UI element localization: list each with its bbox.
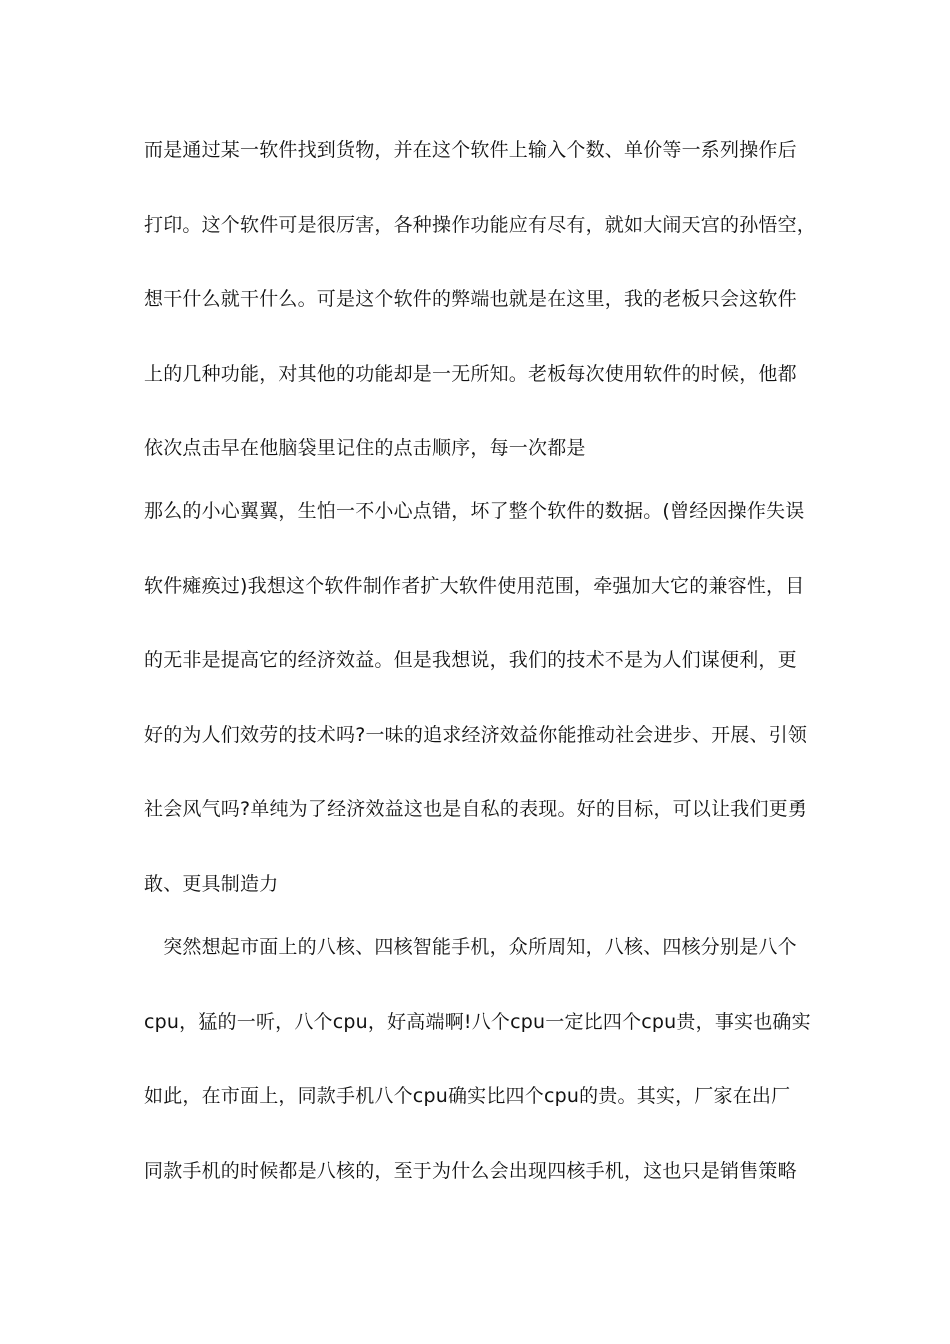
text-line: 打印。这个软件可是很厉害，各种操作功能应有尽有，就如大闹天宫的孙悟空，: [144, 214, 817, 236]
text-line: 敢、更具制造力: [144, 873, 279, 895]
text-line: 同款手机的时候都是八核的，至于为什么会出现四核手机，这也只是销售策略: [144, 1160, 797, 1182]
text-line: 如此，在市面上，同款手机八个cpu确实比四个cpu的贵。其实，厂家在出厂: [144, 1085, 791, 1107]
text-line: 社会风气吗?单纯为了经济效益这也是自私的表现。好的目标，可以让我们更勇: [144, 798, 808, 820]
text-line: 那么的小心翼翼，生怕一不小心点错，坏了整个软件的数据。(曾经因操作失误: [144, 500, 805, 522]
text-line: 软件瘫痪过)我想这个软件制作者扩大软件使用范围，牵强加大它的兼容性，目: [144, 575, 805, 597]
text-line: 的无非是提高它的经济效益。但是我想说，我们的技术不是为人们谋便利，更: [144, 649, 797, 671]
text-line: 好的为人们效劳的技术吗?一味的追求经济效益你能推动社会进步、开展、引领: [144, 724, 808, 746]
text-line: 依次点击早在他脑袋里记住的点击顺序，每一次都是: [144, 437, 586, 459]
text-line: 而是通过某一软件找到货物，并在这个软件上输入个数、单价等一系列操作后: [144, 139, 797, 161]
text-line: cpu，猛的一听，八个cpu，好高端啊!八个cpu一定比四个cpu贵，事实也确实: [144, 1011, 811, 1033]
text-line: 想干什么就干什么。可是这个软件的弊端也就是在这里，我的老板只会这软件: [144, 288, 797, 310]
text-line: 上的几种功能，对其他的功能却是一无所知。老板每次使用软件的时候，他都: [144, 363, 797, 385]
text-line: 突然想起市面上的八核、四核智能手机，众所周知，八核、四核分别是八个: [144, 936, 797, 958]
